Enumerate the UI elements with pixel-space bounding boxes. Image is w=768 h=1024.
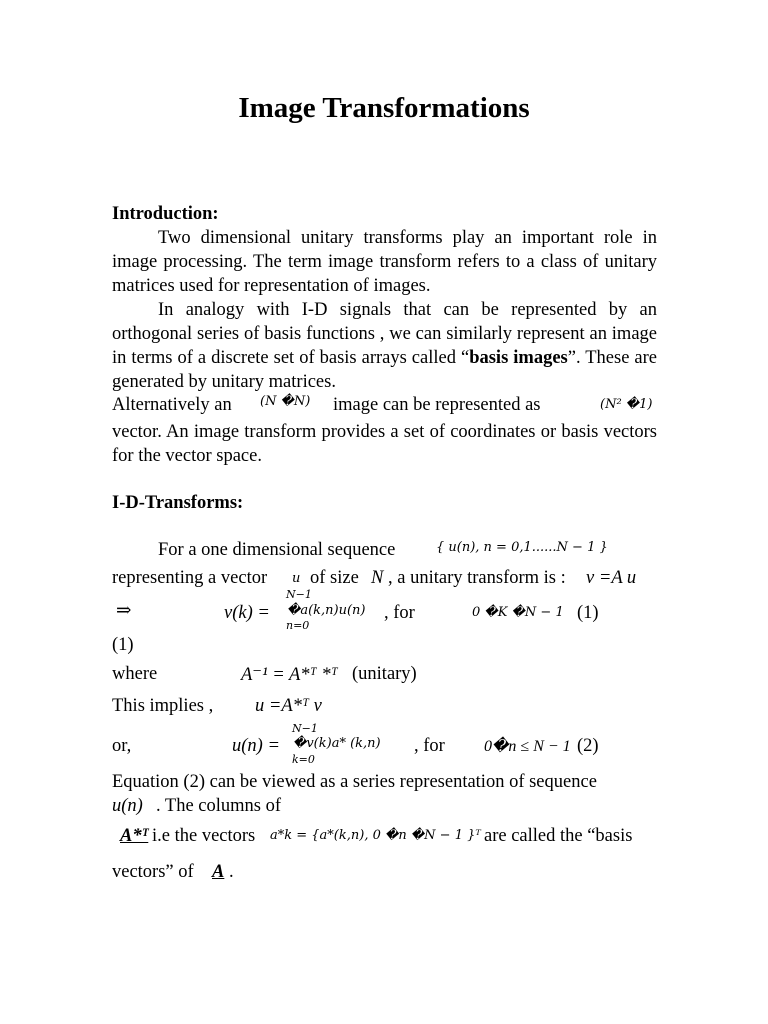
eq2-number: (2) — [577, 736, 599, 756]
p6-end: . — [229, 862, 234, 882]
p4-text-b: . The columns of — [156, 796, 282, 816]
intro-paragraph-1: Two dimensional unitary transforms play an important role in image processing. The term image transform refers to a class of unitary matrices used for representation of images. — [112, 228, 657, 296]
page-title: Image Transformations — [238, 92, 530, 124]
p5-matrix: A*ᵀ — [120, 826, 149, 846]
eq2-sum-bottom: k=0 — [292, 753, 315, 766]
intro-p3-text-c: vector. An image transform provides a set of coordinates or basis vectors for the vector space. — [112, 422, 657, 466]
eq2-range: 0�n ≤ N − 1 — [484, 738, 571, 755]
intro-paragraph-2 — [112, 298, 657, 394]
eq1-number-duplicate: (1) — [112, 635, 134, 655]
p4-text: Equation (2) can be viewed as a series representation of sequence — [112, 772, 597, 792]
id-l2-text-c: , a unitary transform is : — [388, 568, 566, 588]
intro-p3-text-b: image can be represented as — [333, 395, 541, 415]
eq2-sum: �v(k)a* (k,n) — [293, 736, 381, 751]
eq2-lhs: u(n) = — [232, 736, 280, 756]
implies-arrow: ⇒ — [116, 601, 132, 621]
intro-p3-text-a: Alternatively an — [112, 395, 232, 415]
intro-p2-bold: basis images — [469, 348, 568, 368]
id-l2-N: N — [371, 568, 384, 588]
p4-un: u(n) — [112, 796, 143, 816]
where-equation: A⁻¹ = A*ᵀ *ᵀ — [241, 665, 338, 685]
unitary-label: (unitary) — [352, 664, 417, 684]
p5-math: a*k = {a*(k,n), 0 �n �N − 1 }ᵀ — [270, 828, 481, 843]
eq1-number: (1) — [577, 603, 599, 623]
id-l1-text: For a one dimensional sequence — [158, 540, 396, 560]
p6-text: vectors” of — [112, 862, 194, 882]
intro-heading: Introduction: — [112, 204, 219, 224]
id-l1-math: { u(n), n = 0,1......N − 1 } — [436, 540, 608, 555]
intro-p3-math-2: (N² �1) — [600, 397, 653, 412]
implies-equation: u =A*ᵀ v — [255, 696, 322, 716]
eq1-sum-top: N−1 — [286, 588, 312, 601]
intro-p2-text-b: ”. These are generated by unitary matrices. — [112, 348, 657, 392]
id-l2-text-b: of size — [310, 568, 359, 588]
eq1-sum-bottom: n=0 — [286, 619, 310, 632]
p6-matrix: A — [212, 862, 225, 882]
implies-label: This implies , — [112, 696, 214, 716]
eq2-for: , for — [414, 736, 445, 756]
eq2-sum-top: N−1 — [292, 722, 318, 735]
p5-text-b: are called the “basis — [484, 826, 633, 846]
id-heading: I-D-Transforms: — [112, 493, 244, 513]
id-l2-text-a: representing a vector — [112, 568, 268, 588]
or-label: or, — [112, 736, 132, 756]
eq1-range: 0 �K �N − 1 — [472, 605, 564, 620]
eq1-for: , for — [384, 603, 415, 623]
intro-p2-text-a: In analogy with I-D signals that can be represented by an orthogonal series of basis functions , we can similarly represent an image in terms of a discrete set of basis arrays called “ — [112, 300, 657, 368]
where-label: where — [112, 664, 158, 684]
p5-text-a: i.e the vectors — [152, 826, 256, 846]
id-l2-equation: v =A u — [586, 568, 637, 588]
intro-p3-math-1: (N �N) — [260, 394, 311, 409]
eq1-sum: �a(k,n)u(n) — [287, 603, 366, 618]
eq1-lhs: v(k) = — [224, 603, 270, 623]
id-l2-u: u — [292, 571, 301, 586]
